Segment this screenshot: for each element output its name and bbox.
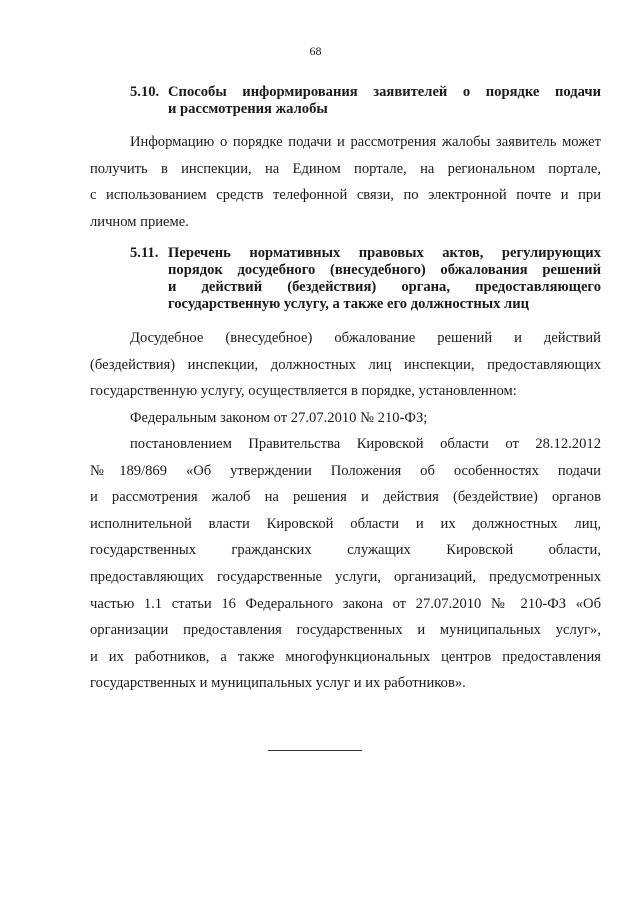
- text-line: и рассмотрения жалоб на решения и действия (бездействие) органов: [90, 489, 601, 506]
- section-5-10-paragraph: [90, 129, 601, 235]
- text-line: государственную услугу, осуществляется в порядке, установленном:: [90, 383, 517, 400]
- text-line: Информацию о порядке подачи и рассмотрения жалобы заявитель может: [130, 134, 601, 150]
- text-line: (бездействия) инспекции, должностных лиц инспекции, предоставляющих: [90, 356, 601, 373]
- text-line: №189/869 «Об утверждении Положения об особенностях подачи: [90, 462, 601, 479]
- section-5-11-heading: [130, 245, 601, 315]
- text-line: исполнительной власти Кировской области и их должностных лиц,: [90, 515, 601, 532]
- text-line: предоставляющих государственные услуги, организаций, предусмотренных: [90, 568, 601, 585]
- text-line: государственных гражданских служащих Кировской области,: [90, 542, 601, 559]
- text-line: государственных и муниципальных услуг и их работников».: [90, 675, 466, 692]
- section-5-11-paragraph-1: [90, 325, 601, 405]
- text-line: Досудебное (внесудебное) обжалование решений и действий: [130, 330, 601, 346]
- text-line: личном приеме.: [90, 213, 189, 230]
- closing-divider-line: [268, 750, 362, 751]
- page-number: 68: [309, 44, 322, 58]
- heading-line: и рассмотрения жалобы: [168, 101, 328, 117]
- text-line: организации предоставления государственных и муниципальных услуг»,: [90, 622, 601, 639]
- section-5-11-paragraph-3: [90, 431, 601, 697]
- section-number: 5.11.: [130, 245, 159, 261]
- heading-line: Перечень нормативных правовых актов, регулирующих: [168, 245, 601, 261]
- heading-line: порядок досудебного (внесудебного) обжалования решений: [168, 262, 601, 278]
- text-line: с использованием средств телефонной связи, по электронной почте и при: [90, 187, 601, 204]
- section-number: 5.10.: [130, 84, 160, 100]
- section-title: [168, 84, 601, 118]
- text-line: постановлением Правительства Кировской области от 28.12.2012: [130, 436, 601, 452]
- text-line: получить в инспекции, на Едином портале, на региональном портале,: [90, 160, 601, 177]
- text-line: и их работников, а также многофункциональных центров предоставления: [90, 648, 601, 665]
- section-5-10-heading: [130, 84, 601, 120]
- section-5-11-paragraph-2: [90, 405, 601, 432]
- section-title: [168, 245, 601, 313]
- heading-line: государственную услугу, а также его должностных лиц: [168, 296, 530, 312]
- heading-line: и действий (бездействия) органа, предоставляющего: [168, 279, 601, 295]
- text-line: частью 1.1 статьи 16 Федерального закона от 27.07.2010 № 210-ФЗ «Об: [90, 595, 601, 612]
- heading-line: Способы информирования заявителей о порядке подачи: [168, 84, 601, 100]
- text-line: Федеральным законом от 27.07.2010 № 210-ФЗ;: [130, 410, 428, 426]
